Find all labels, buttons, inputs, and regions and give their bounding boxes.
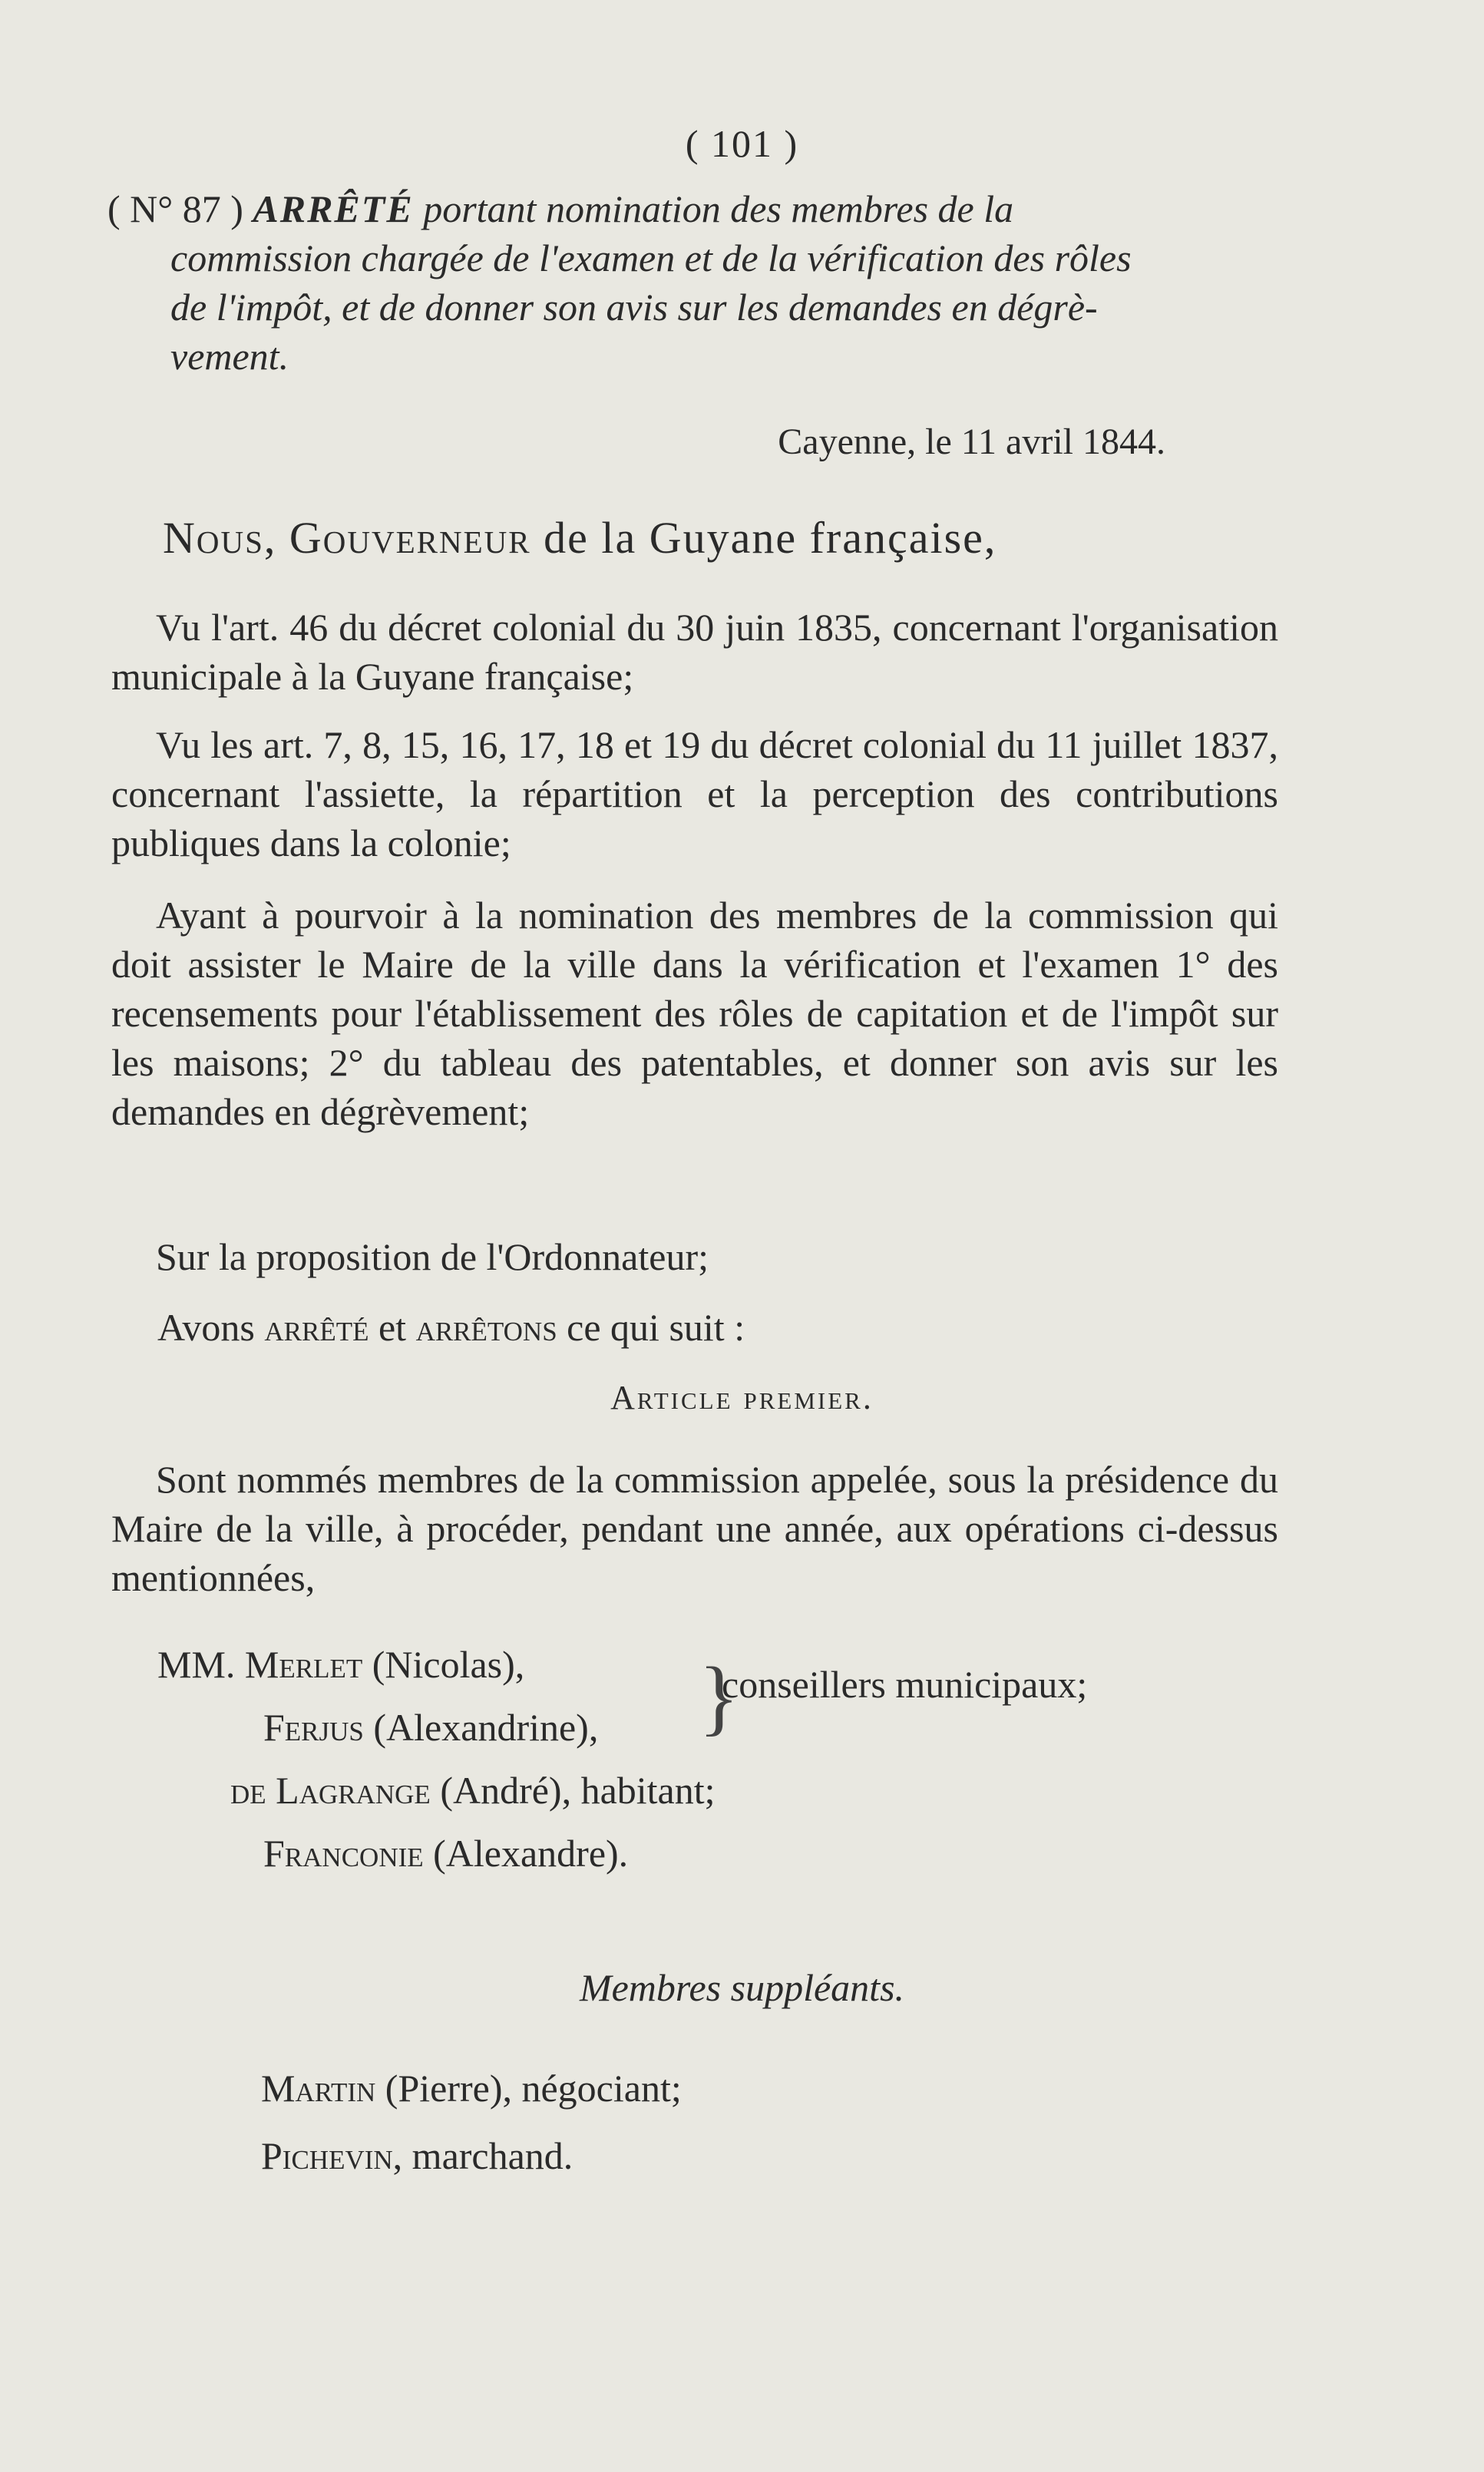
article-title: Article premier.: [610, 1379, 874, 1416]
governor-preamble: [163, 512, 996, 563]
decree-title-line1: portant nomination des membres de la: [423, 187, 1014, 230]
member-item: [157, 1759, 716, 1822]
suppleant-detail: (Pierre), négociant;: [375, 2067, 682, 2110]
paragraph-proposition: Sur la proposition de l'Ordonnateur;: [156, 1235, 709, 1278]
member-detail: (Nicolas),: [362, 1643, 525, 1686]
paragraph-ayant: Ayant à pourvoir à la nomination des membres de la commission qui doit assister le Maire de la ville dans la vérification et l'examen 1° des recensements pour l'établissement des rôles de capitation et de l'impôt sur les maisons; 2° du tableau des patentables, et donner son avis sur les demandes en dégrèvement;: [111, 894, 1278, 1133]
decree-arrete-word: ARRÊTÉ: [253, 187, 414, 230]
member-item: [157, 1822, 716, 1885]
suppleant-item: [261, 2122, 682, 2189]
governor-suffix: de la Guyane française,: [530, 513, 997, 563]
nous-word: Nous,: [163, 513, 289, 563]
avons-suffix: ce qui suit :: [557, 1306, 745, 1349]
member-name: Franconie: [263, 1832, 424, 1875]
suppleant-name: Pichevin: [261, 2134, 393, 2177]
member-name: Merlet: [244, 1643, 363, 1686]
member-item: [157, 1633, 716, 1696]
avons-middle: et: [369, 1306, 416, 1349]
suppleants-title: Membres suppléants.: [579, 1966, 905, 2009]
article-text: Sont nommés membres de la commission appelée, sous la présidence du Maire de la ville, à procéder, pendant une année, aux opérations ci-dessus mentionnées,: [111, 1458, 1278, 1599]
suppleant-name: Martin: [261, 2067, 376, 2110]
member-name: de Lagrange: [230, 1769, 431, 1812]
decree-heading: [107, 184, 1282, 381]
brace-note: conseillers municipaux;: [722, 1663, 1088, 1706]
suppleant-item: [261, 2054, 682, 2122]
member-detail: (André), habitant;: [430, 1769, 716, 1812]
member-detail: (Alexandre).: [423, 1832, 629, 1875]
member-name: Ferjus: [263, 1706, 364, 1749]
page-number: ( 101 ): [685, 122, 799, 165]
decree-title-line2: commission chargée de l'examen et de la vérification des rôles: [170, 236, 1132, 279]
decree-title-line4: vement.: [170, 335, 289, 378]
avons-arretons: arrêtons: [415, 1306, 557, 1349]
paragraph-vu-2: Vu les art. 7, 8, 15, 16, 17, 18 et 19 du décret colonial du 11 juillet 1837, concernant l'assiette, la répartition et la perception des contributions publiques dans la colonie;: [111, 723, 1278, 864]
decree-number: ( N° 87 ): [107, 187, 243, 230]
avons-prefix: Avons: [157, 1306, 265, 1349]
brace-glyph: }: [699, 1650, 739, 1743]
member-prefix: MM.: [157, 1643, 245, 1686]
suppleant-detail: , marchand.: [392, 2134, 573, 2177]
members-list: [157, 1633, 716, 1885]
avons-arrete: arrêté: [264, 1306, 369, 1349]
member-detail: (Alexandrine),: [363, 1706, 599, 1749]
paragraph-vu-1: Vu l'art. 46 du décret colonial du 30 juin 1835, concernant l'organisation municipale à la Guyane française;: [111, 606, 1278, 698]
suppleants-list: [261, 2054, 682, 2189]
decree-title-line3: de l'impôt, et de donner son avis sur les demandes en dégrè-: [170, 286, 1098, 329]
dateline: Cayenne, le 11 avril 1844.: [778, 421, 1165, 462]
member-item: [157, 1696, 716, 1759]
avons-line: [157, 1305, 745, 1350]
governor-title: Gouverneur: [289, 513, 531, 563]
